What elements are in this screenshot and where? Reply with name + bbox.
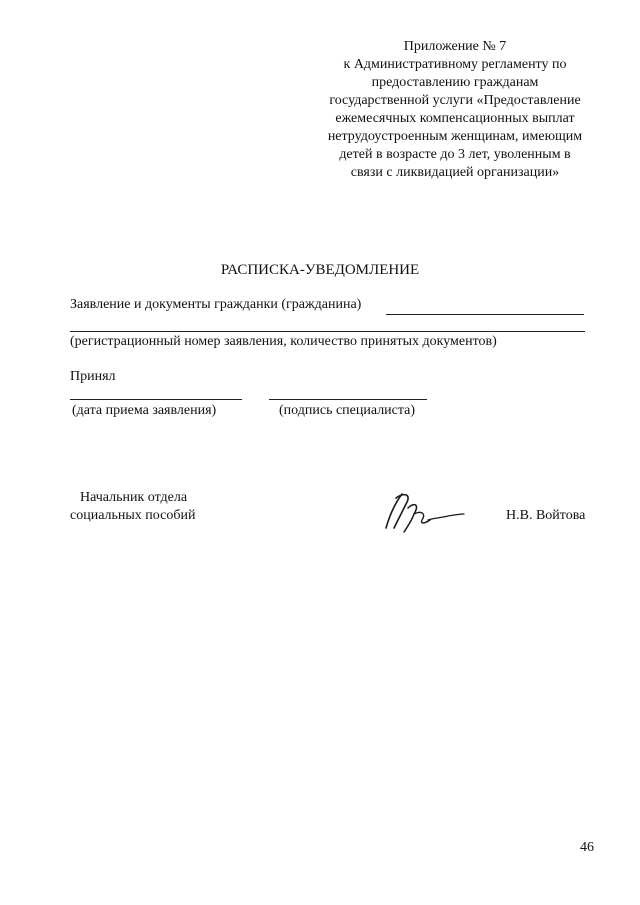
- date-caption: (дата приема заявления): [72, 403, 217, 418]
- appendix-line: нетрудоустроенным женщинам, имеющим: [327, 129, 583, 144]
- appendix-line: Приложение № 7: [403, 39, 507, 54]
- accepted-label: Принял: [70, 369, 116, 384]
- registration-caption: (регистрационный номер заявления, количество принятых документов): [70, 334, 497, 349]
- signature-blank: [269, 399, 427, 400]
- registration-blank: [70, 331, 585, 332]
- page-number: 46: [580, 840, 594, 855]
- signature-caption: (подпись специалиста): [279, 403, 416, 418]
- appendix-line: детей в возрасте до 3 лет, уволенным в: [339, 147, 571, 162]
- appendix-line: государственной услуги «Предоставление: [329, 93, 581, 108]
- date-blank: [70, 399, 242, 400]
- signatory-position-line2: социальных пособий: [70, 508, 196, 523]
- appendix-line: ежемесячных компенсационных выплат: [335, 111, 575, 126]
- appendix-line: к Административному регламенту по: [343, 57, 567, 72]
- handwritten-signature: [378, 488, 468, 536]
- applicant-name-blank: [386, 314, 584, 315]
- appendix-header: [310, 38, 600, 182]
- signatory-position-line1: Начальник отдела: [80, 490, 188, 505]
- document-title: РАСПИСКА-УВЕДОМЛЕНИЕ: [220, 262, 420, 278]
- appendix-line: связи с ликвидацией организации»: [350, 165, 560, 180]
- appendix-line: предоставлению гражданам: [371, 75, 539, 90]
- signatory-name: Н.В. Войтова: [506, 508, 586, 523]
- statement-label: Заявление и документы гражданки (гражданина): [70, 297, 362, 312]
